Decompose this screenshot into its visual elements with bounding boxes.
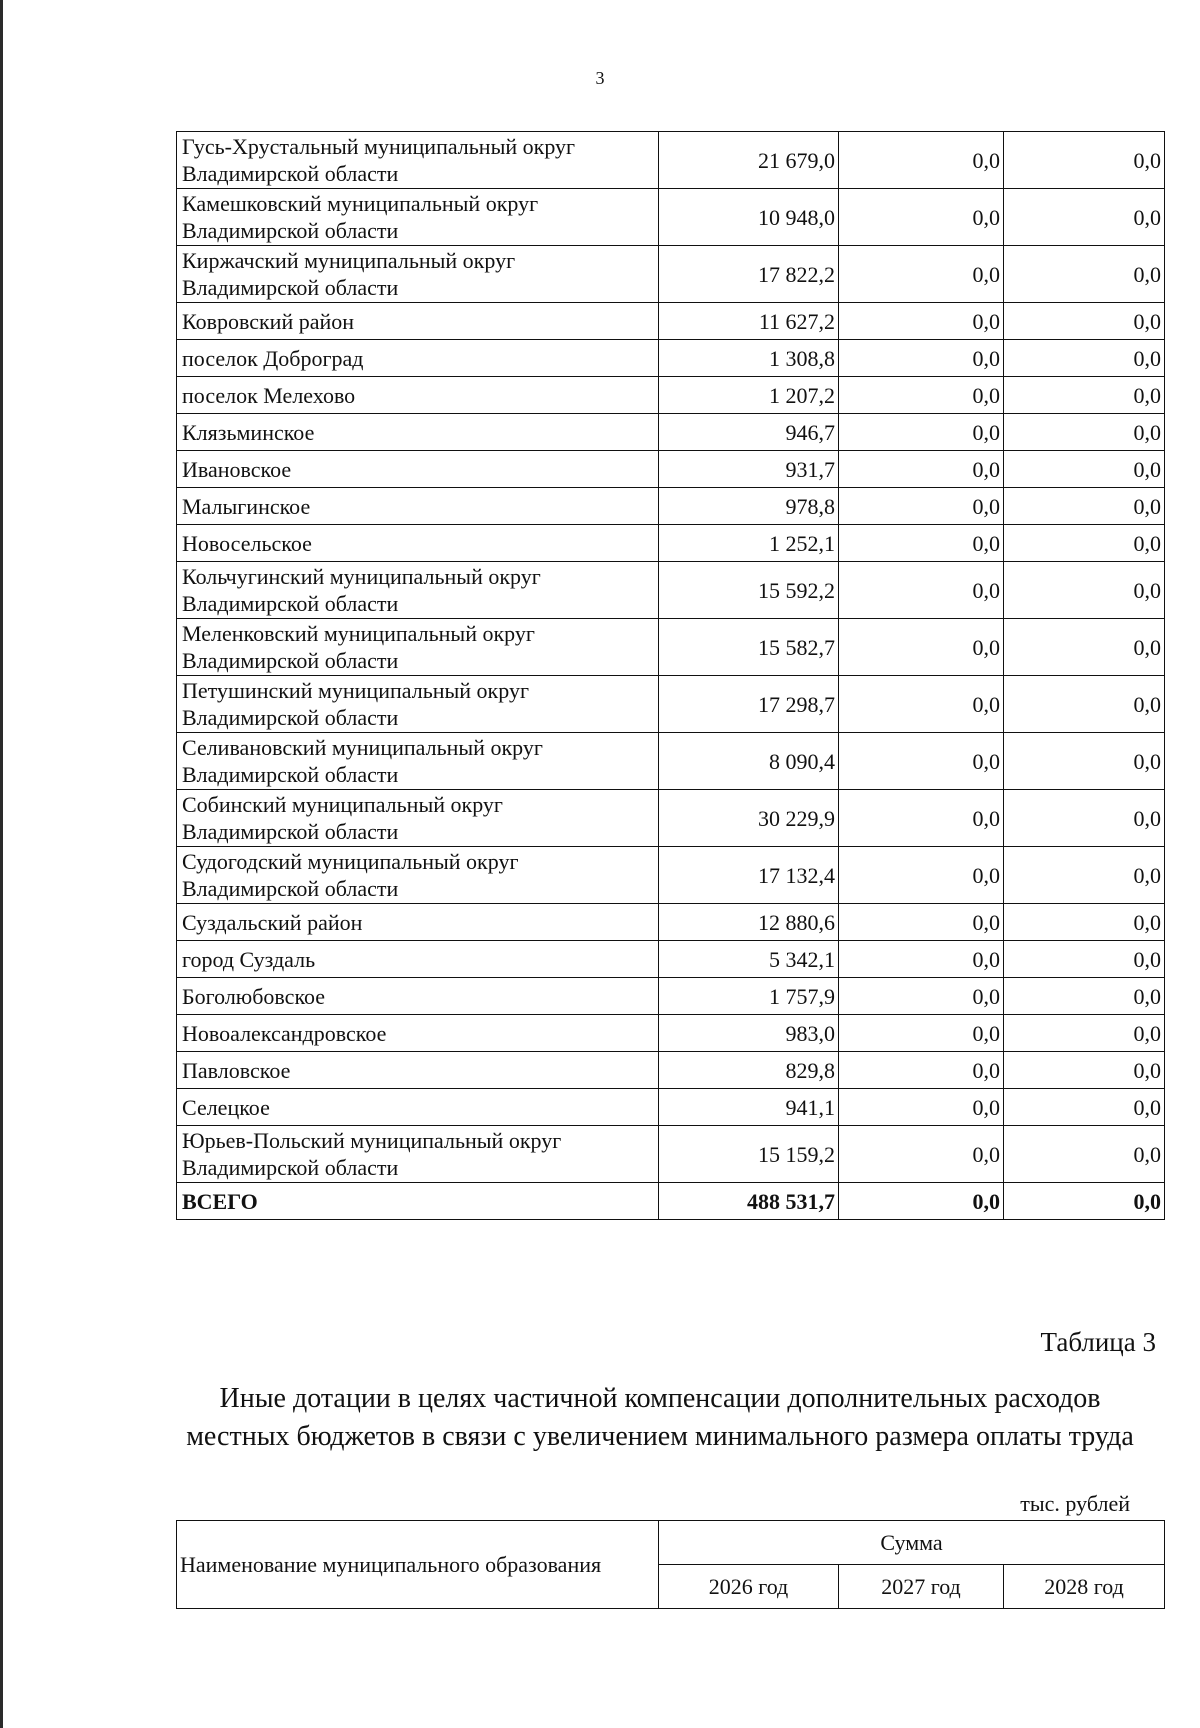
value-y2028: 0,0	[1004, 246, 1165, 303]
value-y2026: 941,1	[659, 1089, 839, 1126]
name-column-header: Наименование муниципального образования	[177, 1521, 659, 1609]
value-y2027: 0,0	[839, 1089, 1004, 1126]
value-y2027: 0,0	[839, 790, 1004, 847]
value-y2027: 0,0	[839, 451, 1004, 488]
table-row	[177, 488, 1165, 525]
municipality-name	[177, 790, 659, 847]
value-y2027: 0,0	[839, 562, 1004, 619]
table-row	[177, 1089, 1165, 1126]
table-row	[177, 847, 1165, 904]
table-title	[150, 1380, 1170, 1456]
value-y2026: 10 948,0	[659, 189, 839, 246]
value-y2028: 0,0	[1004, 562, 1165, 619]
value-y2028: 0,0	[1004, 941, 1165, 978]
value-y2026: 931,7	[659, 451, 839, 488]
municipality-name	[177, 1089, 659, 1126]
value-y2026: 15 159,2	[659, 1126, 839, 1183]
table-row	[177, 303, 1165, 340]
scan-edge	[0, 0, 3, 1728]
table-row	[177, 525, 1165, 562]
table-title-line-2: местных бюджетов в связи с увеличением минимального размера оплаты труда	[186, 1421, 1134, 1452]
table-row	[177, 733, 1165, 790]
value-y2026: 978,8	[659, 488, 839, 525]
municipality-name-line: поселок Мелехово	[182, 382, 356, 408]
value-y2028: 0,0	[1004, 525, 1165, 562]
value-y2028: 0,0	[1004, 488, 1165, 525]
municipality-name-line: Камешковский муниципальный округ	[182, 191, 539, 216]
value-y2027: 0,0	[839, 733, 1004, 790]
value-y2028: 0,0	[1004, 414, 1165, 451]
value-y2027: 0,0	[839, 377, 1004, 414]
value-y2028: 0,0	[1004, 1052, 1165, 1089]
table3-header-row-1	[177, 1521, 1165, 1565]
table-title-line-1: Иные дотации в целях частичной компенсации дополнительных расходов	[219, 1383, 1101, 1414]
municipality-name	[177, 340, 659, 377]
municipality-name	[177, 246, 659, 303]
municipality-name	[177, 132, 659, 189]
municipality-name	[177, 377, 659, 414]
value-y2026: 5 342,1	[659, 941, 839, 978]
value-y2026: 17 822,2	[659, 246, 839, 303]
value-y2026: 15 592,2	[659, 562, 839, 619]
value-y2028: 0,0	[1004, 1089, 1165, 1126]
municipality-name-line: Владимирской области	[182, 161, 399, 186]
municipality-name	[177, 488, 659, 525]
subsidy-table-body	[177, 132, 1165, 1220]
municipality-name-line: Петушинский муниципальный округ	[182, 678, 529, 703]
year-header-2026: 2026 год	[659, 1565, 839, 1609]
value-y2027: 0,0	[839, 340, 1004, 377]
table-row	[177, 1015, 1165, 1052]
value-y2028: 0,0	[1004, 340, 1165, 377]
value-y2028: 0,0	[1004, 790, 1165, 847]
value-y2027: 0,0	[839, 941, 1004, 978]
municipality-name	[177, 525, 659, 562]
municipality-name-line: Владимирской области	[182, 591, 399, 616]
table-row	[177, 562, 1165, 619]
municipality-name-line: Судогодский муниципальный округ	[182, 849, 519, 874]
municipality-name	[177, 1052, 659, 1089]
table-label: Таблица 3	[1040, 1327, 1156, 1357]
value-y2026: 15 582,7	[659, 619, 839, 676]
municipality-name-line: Кольчугинский муниципальный округ	[182, 564, 541, 589]
municipality-name-line: Владимирской области	[182, 275, 399, 300]
table-row	[177, 340, 1165, 377]
value-y2026: 21 679,0	[659, 132, 839, 189]
table-row	[177, 1126, 1165, 1183]
table-row	[177, 676, 1165, 733]
total-y2028: 0,0	[1004, 1183, 1165, 1220]
value-y2026: 17 132,4	[659, 847, 839, 904]
value-y2028: 0,0	[1004, 904, 1165, 941]
municipality-name-line: Павловское	[182, 1057, 291, 1083]
municipality-name	[177, 451, 659, 488]
municipality-name	[177, 1126, 659, 1183]
value-y2026: 829,8	[659, 1052, 839, 1089]
total-row	[177, 1183, 1165, 1220]
municipality-name-line: Суздальский район	[182, 909, 363, 935]
municipality-name	[177, 978, 659, 1015]
value-y2026: 12 880,6	[659, 904, 839, 941]
value-y2027: 0,0	[839, 189, 1004, 246]
value-y2026: 1 207,2	[659, 377, 839, 414]
municipality-name-line: Киржачский муниципальный округ	[182, 248, 516, 273]
value-y2026: 983,0	[659, 1015, 839, 1052]
value-y2028: 0,0	[1004, 619, 1165, 676]
value-y2028: 0,0	[1004, 676, 1165, 733]
subsidy-table	[176, 131, 1165, 1220]
value-y2028: 0,0	[1004, 303, 1165, 340]
municipality-name-line: Юрьев-Польский муниципальный округ	[182, 1128, 562, 1153]
municipality-name	[177, 562, 659, 619]
municipality-name-line: Новосельское	[182, 530, 312, 556]
table3-header	[176, 1520, 1165, 1609]
table-row	[177, 790, 1165, 847]
value-y2028: 0,0	[1004, 189, 1165, 246]
value-y2026: 946,7	[659, 414, 839, 451]
value-y2027: 0,0	[839, 132, 1004, 189]
year-header-2028: 2028 год	[1004, 1565, 1165, 1609]
value-y2026: 11 627,2	[659, 303, 839, 340]
sum-column-header: Сумма	[659, 1521, 1165, 1565]
municipality-name	[177, 303, 659, 340]
page-number: 3	[595, 68, 605, 88]
municipality-name-line: Селецкое	[182, 1094, 270, 1120]
municipality-name-line: Владимирской области	[182, 218, 399, 243]
municipality-name	[177, 733, 659, 790]
municipality-name-line: Селивановский муниципальный округ	[182, 735, 543, 760]
municipality-name	[177, 414, 659, 451]
value-y2026: 30 229,9	[659, 790, 839, 847]
municipality-name-line: Владимирской области	[182, 1155, 399, 1180]
municipality-name-line: Владимирской области	[182, 705, 399, 730]
municipality-name-line: Клязьминское	[182, 419, 315, 445]
value-y2027: 0,0	[839, 414, 1004, 451]
table-row	[177, 132, 1165, 189]
value-y2027: 0,0	[839, 978, 1004, 1015]
value-y2027: 0,0	[839, 303, 1004, 340]
municipality-name-line: Боголюбовское	[182, 983, 326, 1009]
municipality-name	[177, 941, 659, 978]
municipality-name	[177, 1015, 659, 1052]
municipality-name-line: Ивановское	[182, 456, 292, 482]
municipality-name	[177, 676, 659, 733]
municipality-name	[177, 847, 659, 904]
value-y2026: 1 757,9	[659, 978, 839, 1015]
municipality-name-line: Новоалександровское	[182, 1020, 387, 1046]
value-y2027: 0,0	[839, 246, 1004, 303]
table-row	[177, 619, 1165, 676]
value-y2026: 1 252,1	[659, 525, 839, 562]
value-y2027: 0,0	[839, 488, 1004, 525]
value-y2028: 0,0	[1004, 377, 1165, 414]
total-y2027: 0,0	[839, 1183, 1004, 1220]
municipality-name-line: Владимирской области	[182, 648, 399, 673]
municipality-name-line: поселок Доброград	[182, 345, 364, 371]
table-row	[177, 978, 1165, 1015]
table-row	[177, 189, 1165, 246]
value-y2028: 0,0	[1004, 451, 1165, 488]
value-y2028: 0,0	[1004, 1126, 1165, 1183]
municipality-name	[177, 189, 659, 246]
municipality-name-line: Владимирской области	[182, 819, 399, 844]
municipality-name-line: Меленковский муниципальный округ	[182, 621, 535, 646]
table-row	[177, 904, 1165, 941]
table-row	[177, 941, 1165, 978]
table-row	[177, 414, 1165, 451]
table-row	[177, 377, 1165, 414]
municipality-name-line: город Суздаль	[182, 946, 316, 972]
municipality-name-line: Ковровский район	[182, 308, 355, 334]
value-y2027: 0,0	[839, 1126, 1004, 1183]
value-y2027: 0,0	[839, 676, 1004, 733]
table-row	[177, 246, 1165, 303]
table-row	[177, 451, 1165, 488]
municipality-name	[177, 619, 659, 676]
value-y2028: 0,0	[1004, 1015, 1165, 1052]
value-y2028: 0,0	[1004, 847, 1165, 904]
value-y2027: 0,0	[839, 525, 1004, 562]
value-y2026: 8 090,4	[659, 733, 839, 790]
total-label: ВСЕГО	[177, 1183, 659, 1220]
value-y2026: 1 308,8	[659, 340, 839, 377]
value-y2027: 0,0	[839, 1015, 1004, 1052]
municipality-name-line: Малыгинское	[182, 493, 311, 519]
value-y2028: 0,0	[1004, 978, 1165, 1015]
value-y2027: 0,0	[839, 847, 1004, 904]
table-row	[177, 1052, 1165, 1089]
municipality-name-line: Собинский муниципальный округ	[182, 792, 503, 817]
units-label: тыс. рублей	[1020, 1491, 1130, 1516]
value-y2026: 17 298,7	[659, 676, 839, 733]
total-y2026: 488 531,7	[659, 1183, 839, 1220]
value-y2028: 0,0	[1004, 132, 1165, 189]
year-header-2027: 2027 год	[839, 1565, 1004, 1609]
municipality-name	[177, 904, 659, 941]
value-y2028: 0,0	[1004, 733, 1165, 790]
municipality-name-line: Владимирской области	[182, 762, 399, 787]
municipality-name-line: Гусь-Хрустальный муниципальный округ	[182, 134, 576, 159]
municipality-name-line: Владимирской области	[182, 876, 399, 901]
value-y2027: 0,0	[839, 904, 1004, 941]
value-y2027: 0,0	[839, 1052, 1004, 1089]
value-y2027: 0,0	[839, 619, 1004, 676]
